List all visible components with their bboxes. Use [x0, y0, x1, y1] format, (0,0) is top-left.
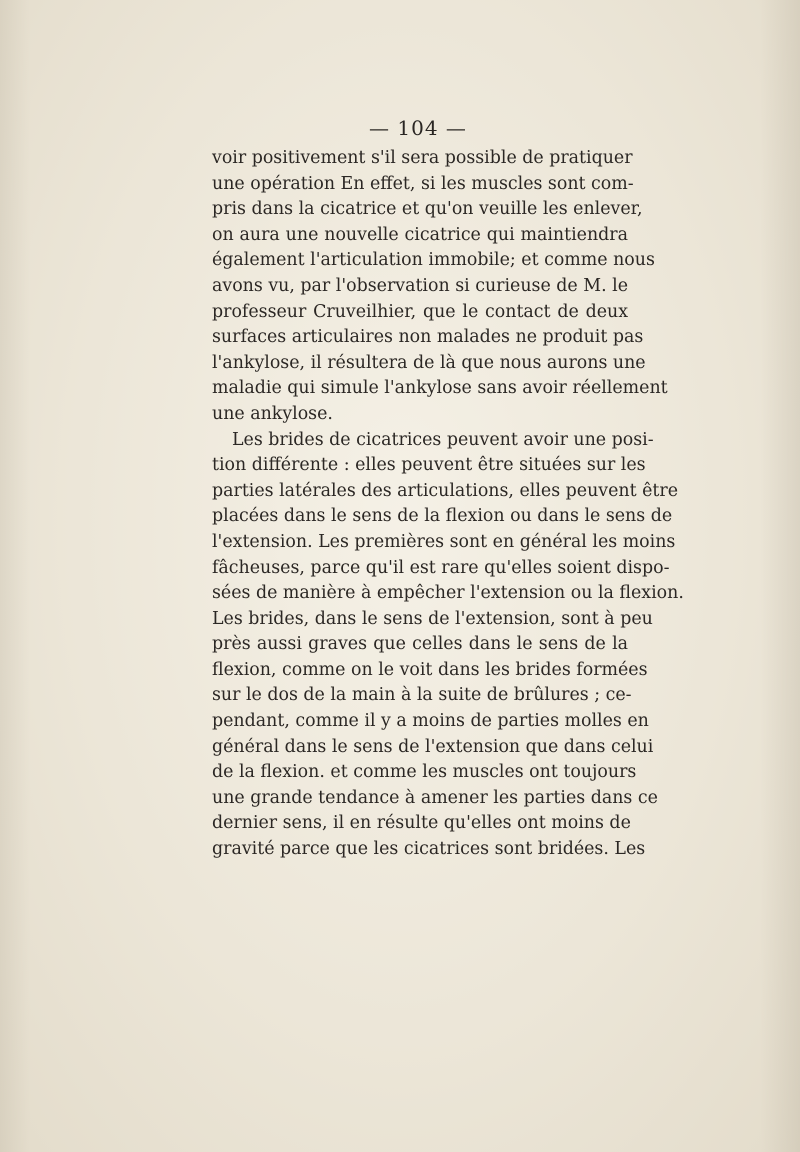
text-line: voir positivement s'il sera possible de pratiquer — [212, 148, 633, 168]
text-line: une grande tendance à amener les parties dans ce — [212, 787, 658, 808]
text-line: maladie qui simule l'ankylose sans avoir réellement — [212, 378, 668, 399]
text-line: parties latérales des articulations, elles peuvent être — [212, 480, 678, 501]
paragraph-start-line: Les brides de cicatrices peuvent avoir une posi- — [232, 429, 654, 450]
text-line: sur le dos de la main à la suite de brûlures ; ce- — [212, 685, 632, 706]
text-line: l'ankylose, il résultera de là que nous aurons une — [212, 352, 646, 373]
text-line: tion différente : elles peuvent être situées sur les — [212, 455, 646, 476]
text-line: une opération En effet, si les muscles sont com- — [212, 173, 634, 194]
page-right-shadow — [760, 0, 800, 1152]
text-line: surfaces articulaires non malades ne produit pas — [212, 327, 644, 348]
page-number: — 104 — — [369, 116, 467, 140]
text-line: flexion, comme on le voit dans les brides formées — [212, 659, 648, 680]
text-line: près aussi graves que celles dans le sens de la — [212, 634, 628, 655]
text-line: gravité parce que les cicatrices sont bridées. Les — [212, 839, 646, 860]
text-line: également l'articulation immobile; et comme nous — [212, 250, 655, 271]
text-line: sées de manière à empêcher l'extension ou la flexion. — [212, 583, 684, 604]
text-line: dernier sens, il en résulte qu'elles ont moins de — [212, 813, 631, 834]
body-text — [212, 146, 684, 863]
text-line: une ankylose. — [212, 403, 333, 424]
text-line: général dans le sens de l'extension que dans celui — [212, 736, 654, 757]
text-line: pris dans la cicatrice et qu'on veuille les enlever, — [212, 199, 643, 220]
text-line: on aura une nouvelle cicatrice qui maintiendra — [212, 224, 628, 245]
text-line: pendant, comme il y a moins de parties molles en — [212, 711, 649, 732]
text-line: l'extension. Les premières sont en général les moins — [212, 531, 676, 552]
text-line: placées dans le sens de la flexion ou dans le sens de — [212, 506, 673, 527]
text-line: avons vu, par l'observation si curieuse de M. le — [212, 275, 628, 296]
page-left-shadow — [0, 0, 30, 1152]
text-line: de la flexion. et comme les muscles ont toujours — [212, 762, 637, 783]
text-line: fâcheuses, parce qu'il est rare qu'elles soient dispo- — [212, 557, 670, 578]
text-line: Les brides, dans le sens de l'extension, sont à peu — [212, 608, 653, 629]
text-line: professeur Cruveilhier, que le contact de deux — [212, 301, 628, 322]
